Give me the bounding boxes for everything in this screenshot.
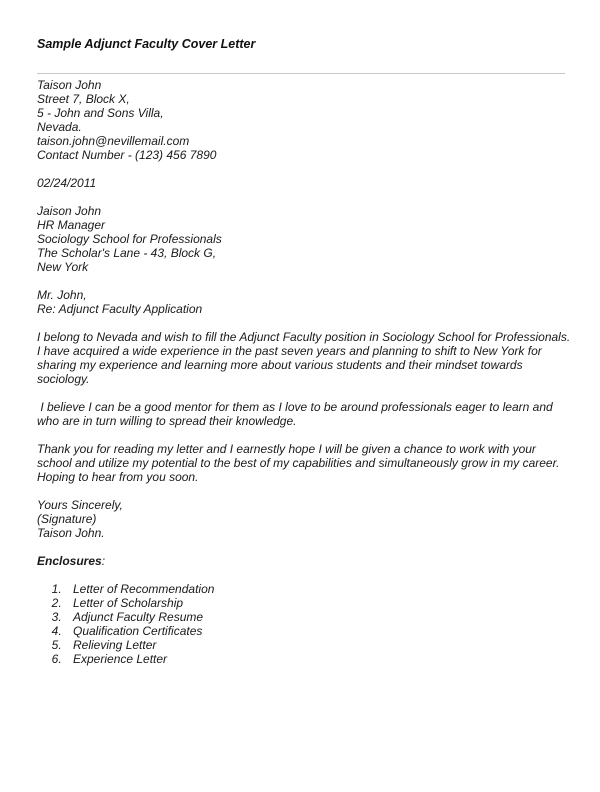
recipient-position: HR Manager <box>37 218 106 232</box>
horizontal-divider <box>37 73 565 74</box>
sender-email: taison.john@nevillemail.com <box>37 134 190 148</box>
sender-name: Taison John <box>37 78 102 92</box>
enclosure-item: 1. Letter of Recommendation <box>65 582 572 596</box>
letter-page <box>37 37 572 666</box>
recipient-organization: Sociology School for Professionals <box>37 232 222 246</box>
sender-address-block <box>37 78 572 162</box>
enclosures-heading <box>37 554 572 568</box>
subject-line: Re: Adjunct Faculty Application <box>37 302 203 316</box>
enclosure-item: 2. Letter of Scholarship <box>65 596 572 610</box>
recipient-address-block <box>37 204 572 274</box>
sender-address-line-3: Nevada. <box>37 120 82 134</box>
signature-placeholder: (Signature) <box>37 512 97 526</box>
salutation: Mr. John, <box>37 288 87 302</box>
closing-name: Taison John. <box>37 526 105 540</box>
enclosure-item: 6. Experience Letter <box>65 652 572 666</box>
recipient-address-line-2: New York <box>37 260 89 274</box>
sender-address-line-2: 5 - John and Sons Villa, <box>37 106 164 120</box>
letter-date: 02/24/2011 <box>37 176 97 190</box>
enclosures-list <box>37 582 572 666</box>
salutation-block <box>37 288 572 316</box>
recipient-address-line-1: The Scholar's Lane - 43, Block G, <box>37 246 217 260</box>
enclosure-item: 4. Qualification Certificates <box>65 624 572 638</box>
valediction: Yours Sincerely, <box>37 498 123 512</box>
letter-date-block <box>37 176 572 190</box>
sender-contact: Contact Number - (123) 456 7890 <box>37 148 217 162</box>
enclosure-item: 3. Adjunct Faculty Resume <box>65 610 572 624</box>
body-paragraph-2: I believe I can be a good mentor for them as I love to be around professionals eager to learn and who are in turn willing to spread their knowledge. <box>37 400 557 428</box>
enclosure-item: 5. Relieving Letter <box>65 638 572 652</box>
enclosures-heading-colon: : <box>101 554 106 568</box>
body-paragraph-3: Thank you for reading my letter and I earnestly hope I will be given a chance to work with your school and utilize my potential to the best of my capabilities and simultaneously grow in my career. Hoping to hear from you soon. <box>37 442 563 484</box>
sender-address-line-1: Street 7, Block X, <box>37 92 130 106</box>
enclosures-heading-label: Enclosures <box>37 554 102 568</box>
recipient-name: Jaison John <box>37 204 102 218</box>
body-paragraph-1: I belong to Nevada and wish to fill the Adjunct Faculty position in Sociology School for Professionals. I have acquired a wide experience in the past seven years and planning to shift to New York for sharing my experience and learning more about various students and their mindset towards sociology. <box>37 330 574 386</box>
document-title: Sample Adjunct Faculty Cover Letter <box>37 37 256 51</box>
closing-block <box>37 498 572 540</box>
